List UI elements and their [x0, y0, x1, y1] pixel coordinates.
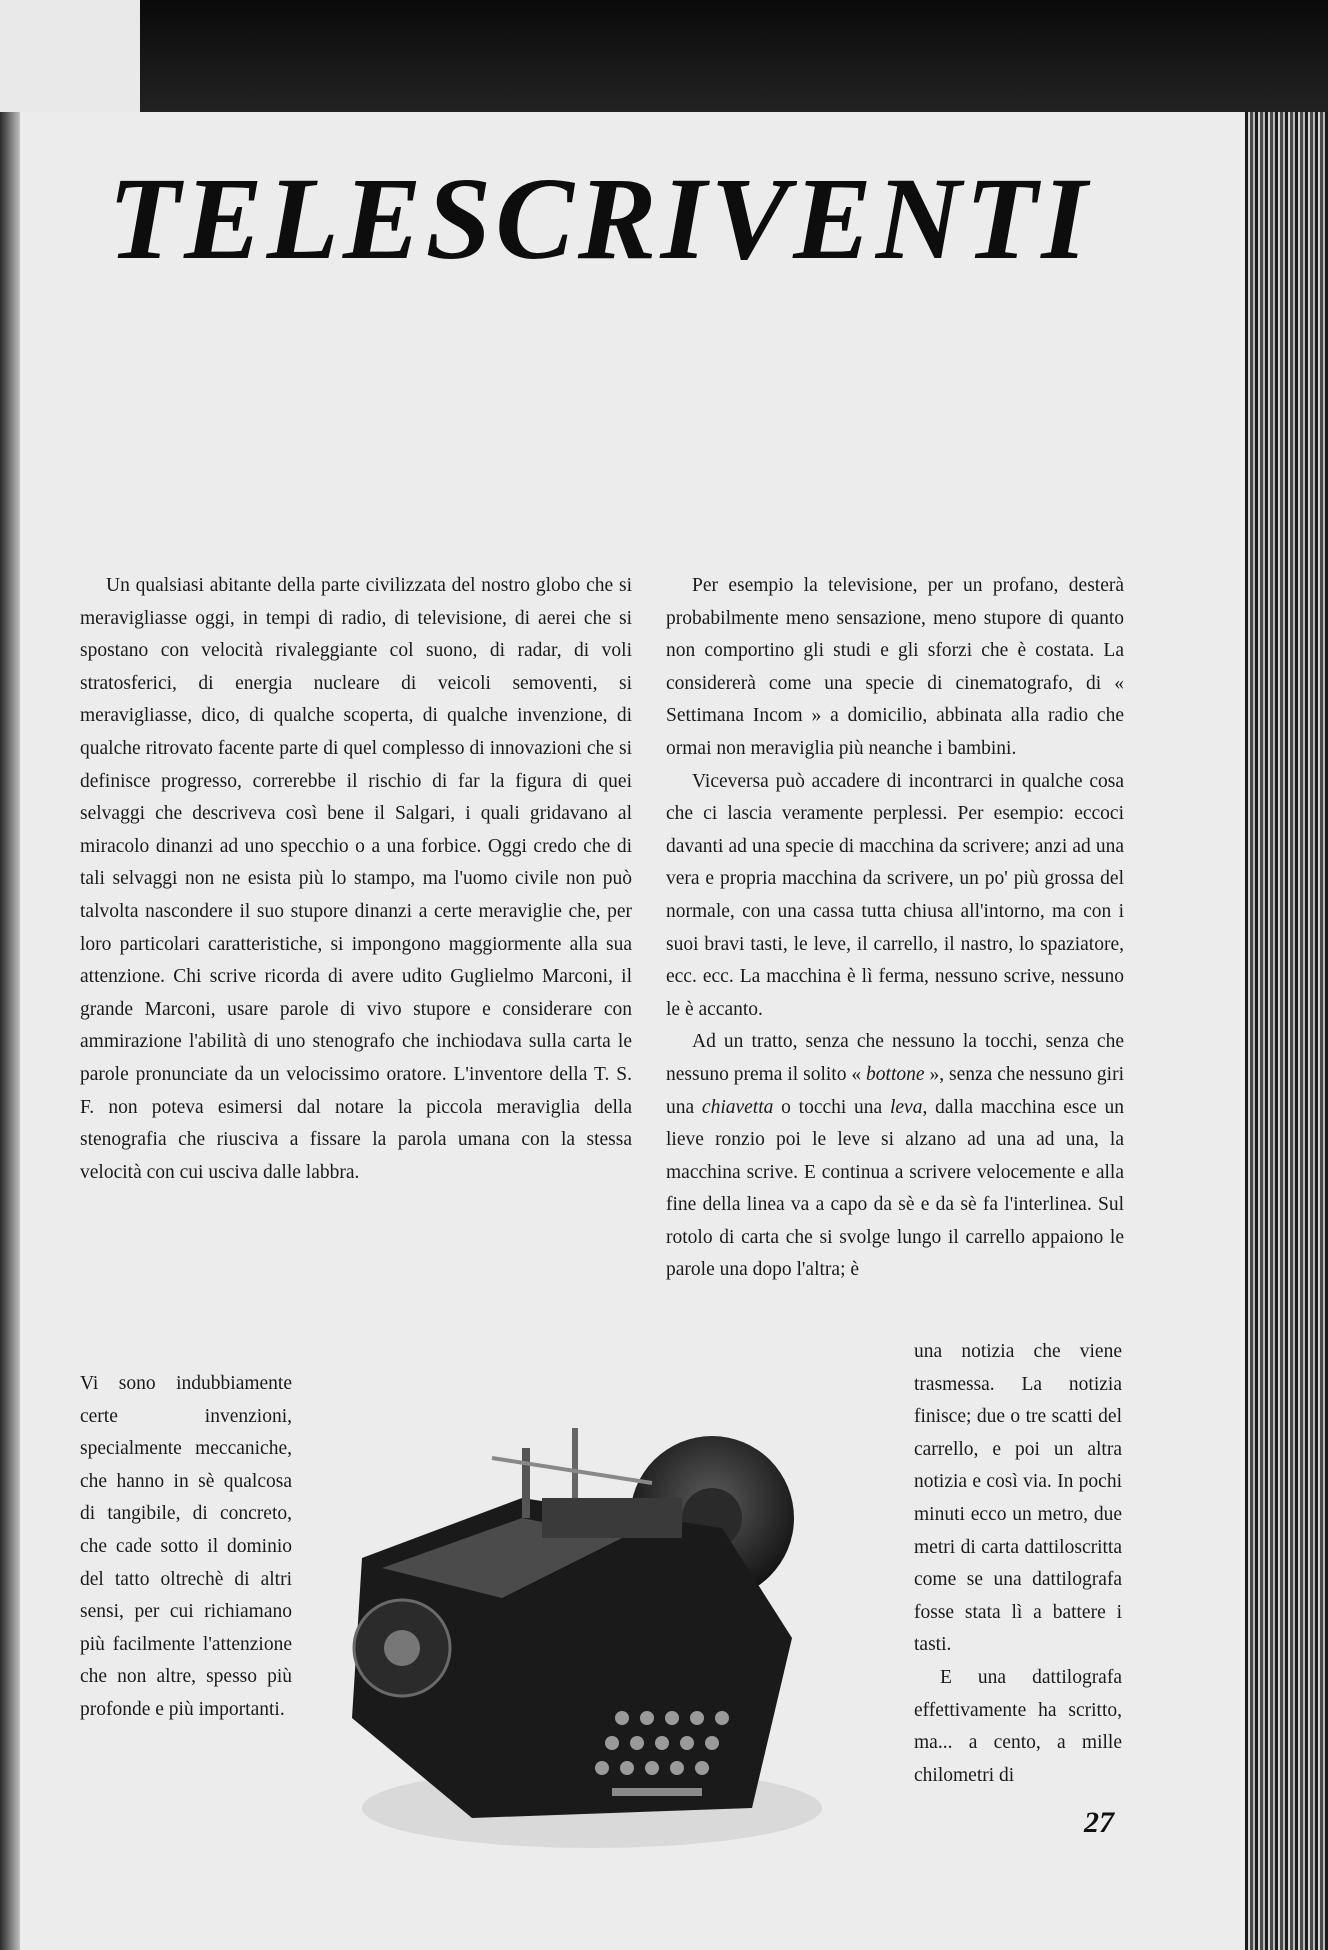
page-stack-edge	[1245, 112, 1328, 1950]
right-paragraph-1: Per esempio la televisione, per un profano, desterà probabilmente meno sensazione, meno stupore di quanto non comportino gli studi e gli sforzi che è costata. La considererà come una specie di cinematografo, di « Settimana Incom » a domicilio, abbinata alla radio che ormai non meraviglia più neanche i bambini.	[666, 575, 1124, 759]
teleprinter-photo	[322, 1388, 874, 1858]
p3-text-b: », senza che nessuno giri una	[666, 1063, 1125, 1118]
page-left-edge	[0, 112, 22, 1950]
right-narrow-column	[914, 1336, 1122, 1792]
top-dark-band	[0, 0, 1328, 112]
page-number: 27	[1084, 1806, 1114, 1839]
right-paragraph-3	[666, 1026, 1124, 1287]
p3-text-a: Ad un tratto, senza che nessuno la tocchi, senza che nessuno prema il solito «	[666, 1031, 1124, 1085]
article-title: TELESCRIVENTI	[108, 153, 1092, 284]
p3-text-d: , dalla macchina esce un lieve ronzio poi le leve si alzano ad una ad una, la macchina scrive. E continua a scrivere velocemente e alla fine della linea va a capo da sè e da sè fa l'interlinea. Sul rotolo di carta che si svolge lungo il carrello appaiono le parole una dopo l'altra; è	[666, 1096, 1125, 1281]
left-narrow-column	[80, 1368, 292, 1727]
teleprinter-machine-icon	[322, 1388, 874, 1858]
top-corner-light	[0, 0, 140, 112]
right-paragraph-3-continued: una notizia che viene trasmessa. La notizia finisce; due o tre scatti del carrello, e poi un altra notizia e così via. In pochi minuti ecco un metro, due metri di carta dattiloscritta come se una dattilografa fosse stata lì a battere i tasti.	[914, 1341, 1122, 1656]
right-paragraph-2: Viceversa può accadere di incontrarci in qualche cosa che ci lascia veramente perplessi. Per esempio: eccoci davanti ad una specie di macchina da scrivere; anzi ad una vera e propria macchina da scrivere, un po' più grossa del normale, con una cassa tutta chiusa all'intorno, ma con i suoi bravi tasti, le leve, il carrello, il nastro, lo spaziatore, ecc. ecc. La macchina è lì ferma, nessuno scrive, nessuno le è accanto.	[666, 770, 1124, 1020]
p3-text-c: o tocchi una	[773, 1096, 890, 1118]
word-bottone: bottone	[866, 1063, 925, 1085]
right-paragraph-4: E una dattilografa effettivamente ha scritto, ma... a cento, a mille chilometri di	[914, 1666, 1122, 1786]
word-chiavetta: chiavetta	[701, 1096, 774, 1118]
word-leva: leva	[889, 1096, 923, 1118]
left-paragraph-2: Vi sono indubbiamente certe invenzioni, specialmente meccaniche, che hanno in sè qualcosa di tangibile, di concreto, che cade sotto il dominio del tatto oltrechè di altri sensi, per cui richiamano più facilmente l'attenzione che non altre, spesso più profonde e più importanti.	[80, 1373, 292, 1720]
right-column	[666, 570, 1124, 1287]
left-column	[80, 570, 632, 1189]
left-paragraph-1: Un qualsiasi abitante della parte civilizzata del nostro globo che si meravigliasse oggi, in tempi di radio, di televisione, di aerei che si spostano con velocità rivaleggiante col suono, di radar, di voli stratosferici, di energia nucleare di veicoli semoventi, si meravigliasse, dico, di qualche scoperta, di qualche invenzione, di qualche ritrovato facente parte di quel complesso di innovazioni che si definisce progresso, correrebbe il rischio di far la figura di quei selvaggi che descriveva così bene il Salgari, i quali gridavano al miracolo dinanzi ad uno specchio o a una forbice. Oggi credo che di tali selvaggi non ne esista più lo stampo, ma l'uomo civile non può talvolta nascondere il suo stupore dinanzi a certe meraviglie che, per loro particolari caratteristiche, si impongono maggiormente alla sua attenzione. Chi scrive ricorda di avere udito Guglielmo Marconi, il grande Marconi, usare parole di vivo stupore e considerare con ammirazione l'abilità di uno stenografo che inchiodava sulla carta le parole pronunciate da un velocissimo oratore. L'inventore della T. S. F. non poteva esimersi dal notare la piccola meraviglia della stenografia che riusciva a fissare la parola umana con la stessa velocità con cui usciva dalle labbra.	[80, 575, 632, 1183]
